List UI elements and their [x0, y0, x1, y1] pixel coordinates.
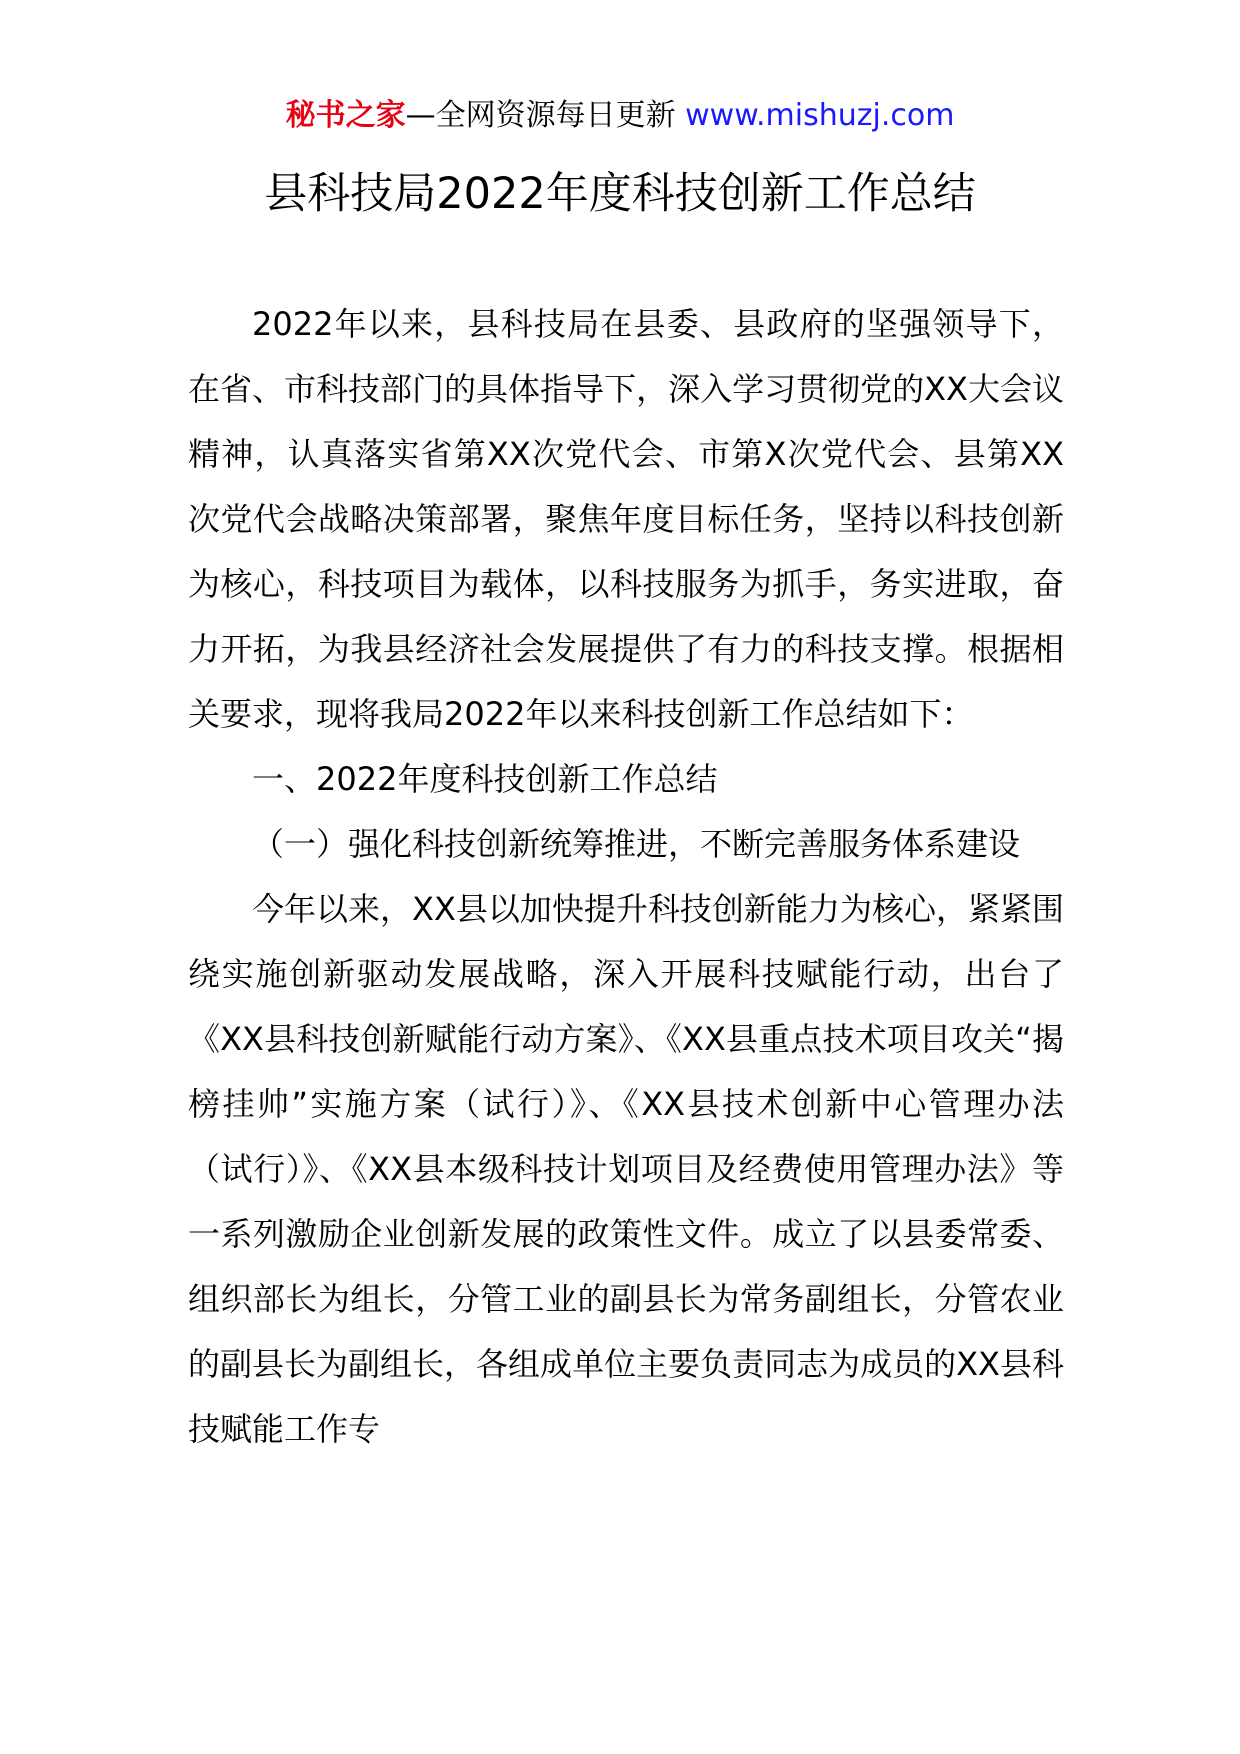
- subsection-heading: （一）强化科技创新统筹推进，不断完善服务体系建设: [252, 825, 1021, 863]
- section-heading: 一、2022年度科技创新工作总结: [252, 760, 718, 798]
- intro-paragraph: 2022年以来，县科技局在县委、县政府的坚强领导下，在省、市科技部门的具体指导下，深入学习贯彻党的XX大会议精神，认真落实省第XX次党代会、市第X次党代会、县第XX次党代会战略决策部署，聚焦年度目标任务，坚持以科技创新为核心，科技项目为载体，以科技服务为抓手，务实进取，奋力开拓，为我县经济社会发展提供了有力的科技支撑。根据相关要求，现将我局2022年以来科技创新工作总结如下：: [188, 305, 1064, 733]
- site-header: [0, 96, 1240, 136]
- document-body: [188, 292, 1064, 1462]
- site-slogan: —全网资源每日更新: [405, 98, 686, 133]
- site-brand: 秘书之家: [285, 98, 406, 133]
- document-title: 县科技局2022年度科技创新工作总结: [264, 169, 976, 219]
- body-paragraph: 今年以来，XX县以加快提升科技创新能力为核心，紧紧围绕实施创新驱动发展战略，深入开展科技赋能行动，出台了《XX县科技创新赋能行动方案》、《XX县重点技术项目攻关“揭榜挂帅”实施方案（试行）》、《XX县技术创新中心管理办法（试行）》、《XX县本级科技计划项目及经费使用管理办法》等一系列激励企业创新发展的政策性文件。成立了以县委常委、组织部长为组长，分管工业的副县长为常务副组长，分管农业的副县长为副组长，各组成单位主要负责同志为成员的XX县科技赋能工作专: [188, 890, 1064, 1448]
- site-url[interactable]: www.mishuzj.com: [685, 98, 955, 133]
